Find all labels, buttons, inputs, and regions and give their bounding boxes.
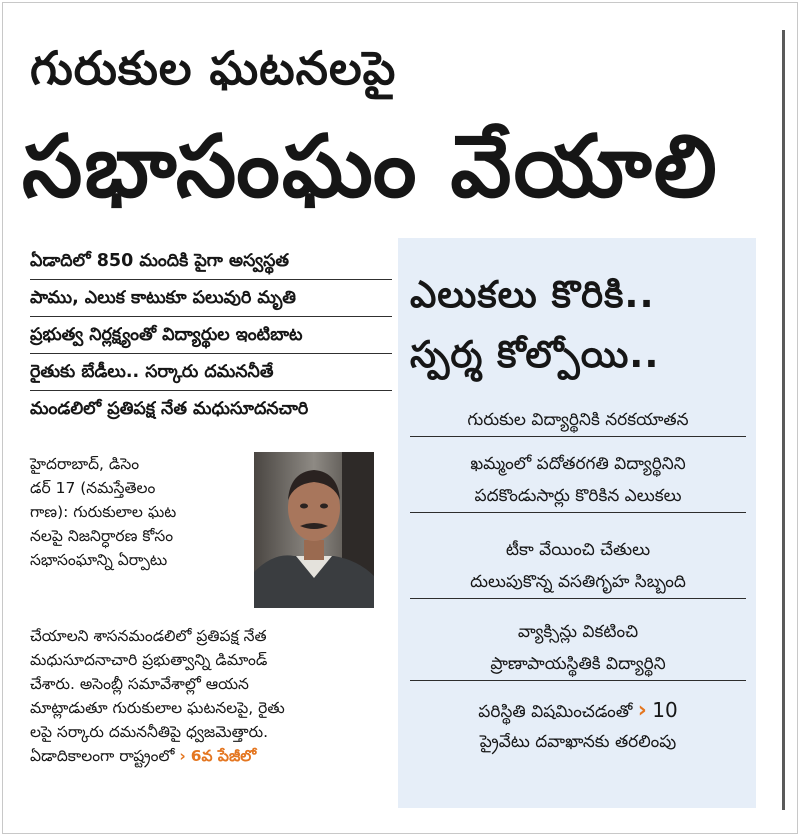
sidebar-point	[410, 448, 746, 513]
body-line: చేయాలని శాసనమండలిలో ప్రతిపక్ష నేత	[30, 627, 267, 645]
continued-arrow-icon: ›	[637, 698, 647, 723]
sidebar-point-line: దులుపుకొన్న వసతిగృహ సిబ్బంది	[470, 572, 686, 592]
sidebar-point	[410, 534, 746, 599]
body-line: డర్ 17 (నమస్తేతెలం	[30, 479, 156, 497]
bullet-line: ప్రభుత్వ నిర్లక్ష్యంతో విద్యార్థుల ఇంటిబాట	[30, 317, 392, 354]
body-line: హైదరాబాద్, డిసెం	[30, 455, 140, 473]
main-headline: సభాసంఘం వేయాలి	[22, 117, 719, 217]
sidebar-point-line: వ్యాక్సిన్లు వికటించి	[517, 622, 639, 642]
highlight-bullets	[30, 243, 392, 427]
bullet-line: మండలిలో ప్రతిపక్ష నేత మధుసూదనచారి	[30, 399, 309, 419]
body-line: లపై సర్కారు దమననీతిపై ధ్వజమెత్తారు.	[30, 723, 269, 741]
bullet-line: ఏడాదిలో 850 మందికి పైగా అస్వస్థత	[30, 243, 392, 280]
continued-page-link[interactable]: 10	[652, 698, 678, 722]
column-edge-divider	[782, 30, 785, 810]
sidebar-point	[410, 616, 746, 681]
sidebar-box	[398, 238, 756, 808]
sidebar-headline: ఎలుకలు కొరికి..	[410, 273, 655, 316]
sidebar-headline: స్పర్శ కోల్పోయి..	[410, 333, 660, 376]
body-line-last	[30, 744, 390, 768]
sidebar-point	[410, 694, 746, 758]
sidebar-point-line	[410, 694, 746, 726]
body-line-text: ఏడాదికాలంగా రాష్ట్రంలో	[30, 747, 175, 765]
body-line: చేశారు. అసెంబ్లీ సమావేశాల్లో ఆయన	[30, 675, 249, 693]
continued-arrow-icon: ›	[179, 747, 186, 765]
sidebar-point-text: పరిస్థితి విషమించడంతో	[478, 702, 633, 722]
sidebar-point-line: ప్రాణాపాయస్థితికి విద్యార్థిని	[490, 654, 666, 674]
body-line: మధుసూదనాచారి ప్రభుత్వాన్ని డిమాండ్	[30, 651, 268, 669]
sidebar-point-line: పదకొండుసార్లు కొరికిన ఎలుకలు	[474, 486, 682, 506]
bullet-line: రైతుకు బేడీలు.. సర్కారు దమననీతే	[30, 354, 392, 391]
portrait-photo	[254, 452, 374, 608]
kicker-headline: గురుకుల ఘటనలపై	[30, 41, 397, 95]
body-line: మాట్లాడుతూ గురుకులాల ఘటనలపై, రైతు	[30, 699, 285, 717]
sidebar-point-line: ఖమ్మంలో పదోతరగతి విద్యార్థినిని	[470, 454, 686, 474]
body-line: నలపై నిజనిర్ధారణ కోసం	[30, 527, 174, 545]
sidebar-point-line: టీకా వేయించి చేతులు	[505, 540, 651, 560]
body-line: గాణ): గురుకులాల ఘట	[30, 503, 177, 521]
sidebar-point	[410, 404, 746, 437]
bullet-line: పాము, ఎలుక కాటుకూ పలువురి మృతి	[30, 280, 392, 317]
sidebar-point-line: ప్రైవేటు దవాఖానకు తరలింపు	[479, 732, 677, 752]
continued-page-link[interactable]: 6వ పేజీలో	[190, 747, 257, 765]
body-line: సభాసంఘాన్ని ఏర్పాటు	[30, 551, 168, 569]
sidebar-point-line: గురుకుల విద్యార్థినికి నరకయాతన	[467, 410, 689, 430]
